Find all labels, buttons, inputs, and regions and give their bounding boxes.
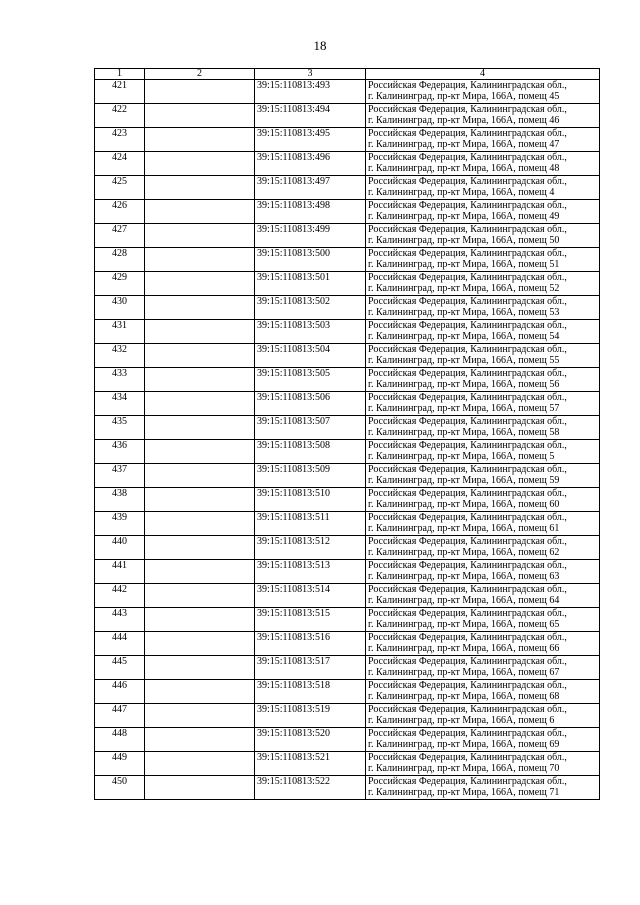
table-row: [95, 128, 600, 152]
row-col2: [145, 464, 255, 488]
registry-table: [94, 68, 600, 800]
address-cell: [366, 200, 600, 224]
table-row: [95, 224, 600, 248]
address-line-2: г. Калининград, пр-кт Мира, 166А, помещ 63: [368, 571, 560, 583]
address-line-1: Российская Федерация, Калининградская обл.,: [368, 320, 567, 331]
row-col2: [145, 344, 255, 368]
address-cell: [366, 464, 600, 488]
row-number: 431: [95, 320, 145, 344]
row-number: 445: [95, 656, 145, 680]
address-line-1: Российская Федерация, Калининградская обл.,: [368, 704, 567, 715]
row-col2: [145, 296, 255, 320]
row-number: 438: [95, 488, 145, 512]
address-line-1: Российская Федерация, Калининградская обл.,: [368, 368, 567, 379]
cadastral-number: 39:15:110813:518: [255, 680, 366, 704]
table-header-row: [95, 69, 600, 80]
address-line-2: г. Калининград, пр-кт Мира, 166А, помещ 56: [368, 379, 560, 391]
cadastral-number: 39:15:110813:501: [255, 272, 366, 296]
cadastral-number: 39:15:110813:513: [255, 560, 366, 584]
row-number: 447: [95, 704, 145, 728]
row-col2: [145, 392, 255, 416]
address-line-2: г. Калининград, пр-кт Мира, 166А, помещ 46: [368, 115, 560, 127]
address-line-2: г. Калининград, пр-кт Мира, 166А, помещ 66: [368, 643, 560, 655]
row-number: 440: [95, 536, 145, 560]
cadastral-number: 39:15:110813:497: [255, 176, 366, 200]
address-line-1: Российская Федерация, Калининградская обл.,: [368, 488, 567, 499]
address-cell: [366, 488, 600, 512]
table-row: [95, 656, 600, 680]
address-cell: [366, 416, 600, 440]
table-row: [95, 680, 600, 704]
address-cell: [366, 440, 600, 464]
address-line-1: Российская Федерация, Калининградская обл.,: [368, 608, 567, 619]
address-line-2: г. Калининград, пр-кт Мира, 166А, помещ 6: [368, 715, 555, 727]
cadastral-number: 39:15:110813:514: [255, 584, 366, 608]
address-line-2: г. Калининград, пр-кт Мира, 166А, помещ 49: [368, 211, 560, 223]
address-line-1: Российская Федерация, Калининградская обл.,: [368, 656, 567, 667]
row-col2: [145, 440, 255, 464]
table-row: [95, 704, 600, 728]
address-line-2: г. Калининград, пр-кт Мира, 166А, помещ 48: [368, 163, 560, 175]
address-cell: [366, 80, 600, 104]
cadastral-number: 39:15:110813:498: [255, 200, 366, 224]
cadastral-number: 39:15:110813:511: [255, 512, 366, 536]
table-row: [95, 512, 600, 536]
cadastral-number: 39:15:110813:505: [255, 368, 366, 392]
row-col2: [145, 104, 255, 128]
address-line-2: г. Калининград, пр-кт Мира, 166А, помещ 70: [368, 763, 560, 775]
table-body: [95, 80, 600, 800]
table-row: [95, 464, 600, 488]
address-cell: [366, 152, 600, 176]
address-cell: [366, 704, 600, 728]
table-row: [95, 152, 600, 176]
cadastral-number: 39:15:110813:507: [255, 416, 366, 440]
address-cell: [366, 584, 600, 608]
row-col2: [145, 176, 255, 200]
row-col2: [145, 224, 255, 248]
address-line-1: Российская Федерация, Калининградская обл.,: [368, 752, 567, 763]
table-row: [95, 176, 600, 200]
table-row: [95, 104, 600, 128]
row-number: 424: [95, 152, 145, 176]
row-number: 422: [95, 104, 145, 128]
row-number: 430: [95, 296, 145, 320]
table-row: [95, 320, 600, 344]
table-row: [95, 272, 600, 296]
table-row: [95, 416, 600, 440]
table-row: [95, 776, 600, 800]
address-cell: [366, 176, 600, 200]
table-row: [95, 728, 600, 752]
cadastral-number: 39:15:110813:515: [255, 608, 366, 632]
cadastral-number: 39:15:110813:499: [255, 224, 366, 248]
cadastral-number: 39:15:110813:494: [255, 104, 366, 128]
address-line-1: Российская Федерация, Калининградская обл.,: [368, 632, 567, 643]
row-number: 436: [95, 440, 145, 464]
row-col2: [145, 536, 255, 560]
address-cell: [366, 728, 600, 752]
row-number: 434: [95, 392, 145, 416]
address-cell: [366, 752, 600, 776]
row-col2: [145, 560, 255, 584]
address-cell: [366, 224, 600, 248]
address-line-2: г. Калининград, пр-кт Мира, 166А, помещ 53: [368, 307, 560, 319]
row-number: 449: [95, 752, 145, 776]
page-number: 18: [313, 38, 327, 53]
row-number: 446: [95, 680, 145, 704]
row-number: 441: [95, 560, 145, 584]
address-line-2: г. Калининград, пр-кт Мира, 166А, помещ 64: [368, 595, 560, 607]
row-col2: [145, 416, 255, 440]
address-line-2: г. Калининград, пр-кт Мира, 166А, помещ 5: [368, 451, 555, 463]
table-row: [95, 296, 600, 320]
address-cell: [366, 272, 600, 296]
address-line-1: Российская Федерация, Калининградская обл.,: [368, 80, 567, 91]
row-col2: [145, 704, 255, 728]
address-line-1: Российская Федерация, Калининградская обл.,: [368, 440, 567, 451]
table-row: [95, 584, 600, 608]
address-line-2: г. Калининград, пр-кт Мира, 166А, помещ 67: [368, 667, 560, 679]
address-cell: [366, 104, 600, 128]
table-row: [95, 392, 600, 416]
row-number: 427: [95, 224, 145, 248]
address-line-2: г. Калининград, пр-кт Мира, 166А, помещ 69: [368, 739, 560, 751]
address-cell: [366, 248, 600, 272]
cadastral-number: 39:15:110813:504: [255, 344, 366, 368]
table-row: [95, 80, 600, 104]
table-row: [95, 368, 600, 392]
table-row: [95, 536, 600, 560]
cadastral-number: 39:15:110813:500: [255, 248, 366, 272]
address-line-2: г. Калининград, пр-кт Мира, 166А, помещ 59: [368, 475, 560, 487]
header-col-4: 4: [366, 69, 600, 80]
address-line-1: Российская Федерация, Калининградская обл.,: [368, 536, 567, 547]
cadastral-number: 39:15:110813:509: [255, 464, 366, 488]
address-line-2: г. Калининград, пр-кт Мира, 166А, помещ 55: [368, 355, 560, 367]
cadastral-number: 39:15:110813:512: [255, 536, 366, 560]
address-line-1: Российская Федерация, Калининградская обл.,: [368, 584, 567, 595]
address-line-2: г. Калининград, пр-кт Мира, 166А, помещ 71: [368, 787, 560, 799]
address-cell: [366, 320, 600, 344]
address-line-2: г. Калининград, пр-кт Мира, 166А, помещ 57: [368, 403, 560, 415]
table-row: [95, 248, 600, 272]
row-number: 439: [95, 512, 145, 536]
address-line-2: г. Калининград, пр-кт Мира, 166А, помещ 50: [368, 235, 560, 247]
row-number: 425: [95, 176, 145, 200]
address-line-1: Российская Федерация, Калининградская обл.,: [368, 344, 567, 355]
address-line-2: г. Калининград, пр-кт Мира, 166А, помещ 61: [368, 523, 560, 535]
address-line-1: Российская Федерация, Калининградская обл.,: [368, 248, 567, 259]
address-line-2: г. Калининград, пр-кт Мира, 166А, помещ 60: [368, 499, 560, 511]
row-col2: [145, 368, 255, 392]
address-line-2: г. Калининград, пр-кт Мира, 166А, помещ 65: [368, 619, 560, 631]
row-col2: [145, 152, 255, 176]
row-col2: [145, 248, 255, 272]
row-col2: [145, 608, 255, 632]
address-cell: [366, 536, 600, 560]
row-col2: [145, 272, 255, 296]
address-cell: [366, 776, 600, 800]
table-row: [95, 344, 600, 368]
address-line-2: г. Калининград, пр-кт Мира, 166А, помещ 45: [368, 91, 560, 103]
address-line-2: г. Калининград, пр-кт Мира, 166А, помещ 51: [368, 259, 560, 271]
cadastral-number: 39:15:110813:521: [255, 752, 366, 776]
address-line-1: Российская Федерация, Калининградская обл.,: [368, 512, 567, 523]
table-row: [95, 488, 600, 512]
address-line-1: Российская Федерация, Калининградская обл.,: [368, 776, 567, 787]
table-row: [95, 752, 600, 776]
row-number: 448: [95, 728, 145, 752]
row-number: 435: [95, 416, 145, 440]
address-line-2: г. Калининград, пр-кт Мира, 166А, помещ 54: [368, 331, 560, 343]
address-line-2: г. Калининград, пр-кт Мира, 166А, помещ 58: [368, 427, 560, 439]
table-row: [95, 608, 600, 632]
row-number: 444: [95, 632, 145, 656]
table-row: [95, 560, 600, 584]
address-cell: [366, 512, 600, 536]
address-cell: [366, 680, 600, 704]
row-col2: [145, 632, 255, 656]
address-cell: [366, 368, 600, 392]
address-line-1: Российская Федерация, Калининградская обл.,: [368, 176, 567, 187]
header-col-2: 2: [145, 69, 255, 80]
row-col2: [145, 80, 255, 104]
cadastral-number: 39:15:110813:520: [255, 728, 366, 752]
row-col2: [145, 752, 255, 776]
row-number: 443: [95, 608, 145, 632]
header-col-1: 1: [95, 69, 145, 80]
row-number: 432: [95, 344, 145, 368]
cadastral-number: 39:15:110813:522: [255, 776, 366, 800]
row-number: 426: [95, 200, 145, 224]
row-number: 429: [95, 272, 145, 296]
address-cell: [366, 344, 600, 368]
address-line-1: Российская Федерация, Калининградская обл.,: [368, 464, 567, 475]
cadastral-number: 39:15:110813:510: [255, 488, 366, 512]
address-line-1: Российская Федерация, Калининградская обл.,: [368, 680, 567, 691]
address-cell: [366, 632, 600, 656]
header-col-3: 3: [255, 69, 366, 80]
address-line-1: Российская Федерация, Калининградская обл.,: [368, 728, 567, 739]
row-number: 450: [95, 776, 145, 800]
address-line-2: г. Калининград, пр-кт Мира, 166А, помещ 62: [368, 547, 560, 559]
address-line-2: г. Калининград, пр-кт Мира, 166А, помещ 68: [368, 691, 560, 703]
cadastral-number: 39:15:110813:517: [255, 656, 366, 680]
cadastral-number: 39:15:110813:508: [255, 440, 366, 464]
row-number: 421: [95, 80, 145, 104]
cadastral-number: 39:15:110813:519: [255, 704, 366, 728]
row-col2: [145, 728, 255, 752]
address-line-1: Российская Федерация, Калининградская обл.,: [368, 272, 567, 283]
address-line-1: Российская Федерация, Калининградская обл.,: [368, 560, 567, 571]
table-row: [95, 440, 600, 464]
address-cell: [366, 560, 600, 584]
table-row: [95, 200, 600, 224]
address-cell: [366, 296, 600, 320]
row-col2: [145, 128, 255, 152]
address-line-2: г. Калининград, пр-кт Мира, 166А, помещ 4: [368, 187, 555, 199]
address-line-1: Российская Федерация, Калининградская обл.,: [368, 200, 567, 211]
address-line-1: Российская Федерация, Калининградская обл.,: [368, 416, 567, 427]
row-number: 423: [95, 128, 145, 152]
address-cell: [366, 392, 600, 416]
row-col2: [145, 656, 255, 680]
row-col2: [145, 776, 255, 800]
address-cell: [366, 608, 600, 632]
row-number: 442: [95, 584, 145, 608]
address-line-1: Российская Федерация, Калининградская обл.,: [368, 224, 567, 235]
row-col2: [145, 320, 255, 344]
address-line-1: Российская Федерация, Калининградская обл.,: [368, 104, 567, 115]
cadastral-number: 39:15:110813:493: [255, 80, 366, 104]
row-col2: [145, 200, 255, 224]
row-number: 437: [95, 464, 145, 488]
row-number: 433: [95, 368, 145, 392]
cadastral-number: 39:15:110813:496: [255, 152, 366, 176]
cadastral-number: 39:15:110813:506: [255, 392, 366, 416]
cadastral-number: 39:15:110813:503: [255, 320, 366, 344]
address-line-2: г. Калининград, пр-кт Мира, 166А, помещ 47: [368, 139, 560, 151]
address-line-1: Российская Федерация, Калининградская обл.,: [368, 392, 567, 403]
row-col2: [145, 488, 255, 512]
row-number: 428: [95, 248, 145, 272]
cadastral-number: 39:15:110813:516: [255, 632, 366, 656]
address-cell: [366, 128, 600, 152]
row-col2: [145, 680, 255, 704]
address-line-2: г. Калининград, пр-кт Мира, 166А, помещ 52: [368, 283, 560, 295]
table-row: [95, 632, 600, 656]
row-col2: [145, 512, 255, 536]
cadastral-number: 39:15:110813:502: [255, 296, 366, 320]
address-cell: [366, 656, 600, 680]
address-line-1: Российская Федерация, Калининградская обл.,: [368, 128, 567, 139]
row-col2: [145, 584, 255, 608]
cadastral-number: 39:15:110813:495: [255, 128, 366, 152]
address-line-1: Российская Федерация, Калининградская обл.,: [368, 296, 567, 307]
address-line-1: Российская Федерация, Калининградская обл.,: [368, 152, 567, 163]
